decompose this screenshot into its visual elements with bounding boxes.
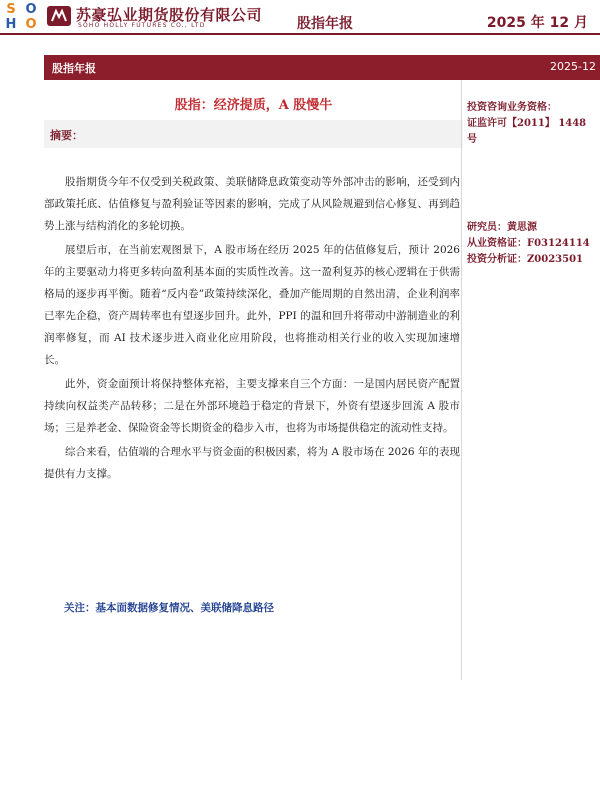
analyst-investment-cert: 投资分析证：Z0023501 <box>467 254 584 265</box>
page-header <box>0 0 600 33</box>
summary-paragraph-1: 股指期货今年不仅受到关税政策、美联储降息政策变动等外部冲击的影响，还受到内部政策托底、估值修复与盈利验证等因素的影响，完成了从风险规避到信心修复、再到趋势上涨与结构消化的多轮切换。 <box>44 176 460 232</box>
band-report-type: 股指年报 <box>52 62 96 75</box>
qualification-line-1: 投资咨询业务资格： <box>467 102 557 113</box>
summary-paragraph-2: 展望后市，在当前宏观图景下，A 股市场在经历 2025 年的估值修复后，预计 2026 年的主要驱动力将更多转向盈利基本面的实质性改善。这一盈利复苏的核心逻辑在于供需格局的逐步再平衡。随着“反内卷”政策持续深化，叠加产能周期的自然出清，企业利润率已率先企稳，资产周转率也有望逐步回升。此外，PPI 的温和回升将带动中游制造业的利润率修复，而 AI 技术逐步进入商业化应用阶段，也将推动相关行业的收入实现加速增长。 <box>44 244 460 366</box>
header-divider <box>0 33 600 35</box>
summary-label: 摘要： <box>50 129 83 142</box>
summary-paragraph-3: 此外，资金面预计将保持整体充裕，主要支撑来自三个方面：一是国内居民资产配置持续向权益类产品转移；二是在外部环境趋于稳定的背景下，外资有望逐步回流 A 股市场；三是养老金、保险资金等长期资金的稳步入市，也将为市场提供稳定的流动性支持。 <box>44 378 460 434</box>
company-emblem-icon <box>46 5 72 27</box>
summary-paragraph-4: 综合来看，估值端的合理水平与资金面的积极因素，将为 A 股市场在 2026 年的表现提供有力支撑。 <box>44 446 460 480</box>
analyst-qualification-cert: 从业资格证：F03124114 <box>467 238 590 249</box>
summary-header <box>44 120 463 148</box>
company-name-english: SOHO HOLLY FUTURES CO., LTD <box>78 22 206 29</box>
qualification-line-2: 证监许可【2011】 1448 <box>467 118 587 129</box>
soho-logo-letters <box>0 3 44 33</box>
soho-logo <box>0 3 44 33</box>
summary-body <box>44 171 460 487</box>
section-band <box>44 55 600 80</box>
qualification-block <box>467 100 597 148</box>
analyst-block <box>467 220 597 268</box>
header-date: 2025 年 12 月 <box>486 15 588 31</box>
qualification-line-3: 号 <box>467 134 477 145</box>
header-report-type: 股指年报 <box>297 16 353 32</box>
report-title: 股指：经济提质，A 股慢牛 <box>174 98 333 113</box>
band-date: 2025-12 <box>550 60 596 73</box>
logo-letter-h: H <box>5 17 17 32</box>
logo-letter-o1: O <box>25 2 37 17</box>
analyst-name: 研究员：黄思源 <box>467 222 537 233</box>
logo-letter-o2: O <box>25 17 37 32</box>
focus-note: 关注：基本面数据修复情况、美联储降息路径 <box>64 602 274 614</box>
main-content <box>44 80 463 640</box>
company-name: 苏豪弘业期货股份有限公司 <box>76 6 263 24</box>
column-divider <box>461 80 462 680</box>
logo-letter-s: S <box>6 2 16 17</box>
